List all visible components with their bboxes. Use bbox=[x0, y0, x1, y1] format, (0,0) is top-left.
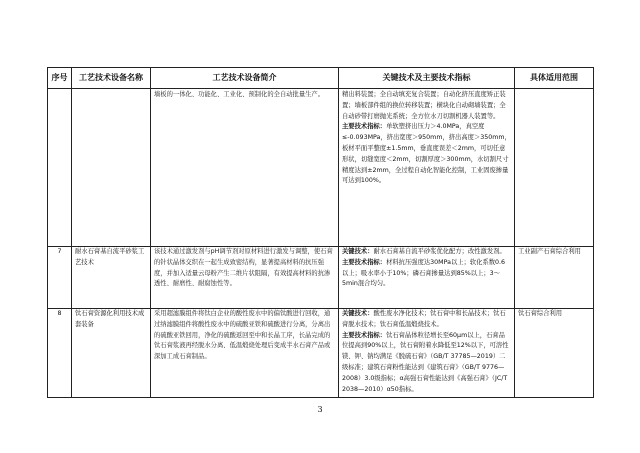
row-serial-number: 8 bbox=[48, 309, 72, 398]
tech-key-detail: 耐水石膏基自流平砂浆优化配方；改性激发剂。 bbox=[373, 248, 506, 255]
tech-indicator-detail: 单软塑挤出压力＞4.0MPa，真空度≤-0.093MPa，挤出宽度＞950mm，挤出高度＞350mm，板材平面平整度±1.5mm，垂直度误差＜2mm，可切任意形状，切缝宽度＜2mm，切割厚度＞300mm，水切割尺寸精度达到±2mm，全过程自动化智能化控制，工业固废掺量可达到100%。 bbox=[342, 123, 511, 185]
row-key-technology bbox=[339, 89, 515, 247]
tech-indicator-label: 主要技术指标： bbox=[342, 123, 387, 131]
tech-key-label: 关键技术： bbox=[342, 310, 374, 317]
page-number: 3 bbox=[317, 405, 323, 414]
row-key-technology bbox=[339, 309, 515, 398]
tech-plain-text: 精出料装置；全自动填充复合装置；自动化挤压直度矫正装置；墙板部件组的换位转移装置；横块化自动砌墙装置；全自动砂带打磨抛光系统；全方位水刀切割机器人装置等。 bbox=[342, 91, 506, 120]
tech-key-detail: 酸性废水净化技术；钛石膏中和长晶技术；钛石膏脱水技术；钛石膏低温煅烧技术。 bbox=[342, 310, 506, 328]
row-application-scope bbox=[515, 89, 594, 247]
tech-indicator-label: 主要技术指标： bbox=[342, 331, 387, 339]
header-introduction: 工艺技术设备简介 bbox=[151, 68, 339, 89]
tech-key-label: 关键技术： bbox=[342, 248, 374, 255]
row-equipment-name: 耐水石膏基自流平砂浆工艺技术 bbox=[72, 247, 151, 309]
row-serial-number bbox=[48, 89, 72, 247]
row-key-technology bbox=[339, 247, 515, 309]
table-header-row bbox=[48, 68, 594, 89]
row-application-scope: 钛石膏综合利用 bbox=[515, 309, 594, 398]
tech-indicator-detail: 材料抗压强度达30MPa以上；软化系数0.6以上；吸水率小于10%；磷石膏掺量达到85%以上；3～5min混合均匀。 bbox=[342, 258, 506, 288]
table-row bbox=[48, 247, 594, 309]
row-introduction: 采用超滤膜组件将钛白企业的酸性废水中的偏钛酸进行回收，通过纳滤膜组件将酸性废水中的硫酸亚铁和硫酸进行分离，分离出的硫酸亚铁回用，净化的硫酸返回至中和长晶工序，长晶完成的钛石膏浆液再经脱水分离、低温煅烧处理后变成半水石膏产品或深加工成石膏制品。 bbox=[151, 309, 339, 398]
row-application-scope: 工业副产石膏综合利用 bbox=[515, 247, 594, 309]
row-equipment-name bbox=[72, 89, 151, 247]
row-equipment-name: 钛石膏资源化利用技术成套装备 bbox=[72, 309, 151, 398]
header-application-scope: 具体适用范围 bbox=[515, 68, 594, 89]
tech-indicator-label: 主要技术指标： bbox=[342, 258, 387, 266]
header-key-technology: 关键技术及主要技术指标 bbox=[339, 68, 515, 89]
table-row bbox=[48, 89, 594, 247]
process-technology-table bbox=[47, 67, 594, 398]
header-equipment-name: 工艺技术设备名称 bbox=[72, 68, 151, 89]
table-row bbox=[48, 309, 594, 398]
header-serial-number: 序号 bbox=[48, 68, 72, 89]
tech-indicator-detail: 钛石膏晶体粒径增长至60μm以上，石膏品位提高到90%以上，钛石膏附着水降低至12%以下，可溶性镁、钾、钠均满足《脱硫石膏》（GB/T 37785—2019）二级标准；建筑石膏粉性能达到《建筑石膏》（GB/T 9776—2008）3.0级指标；α高强石膏性能达到《高强石膏》（JC/T 2038—2010）α50指标。 bbox=[342, 331, 509, 393]
row-serial-number: 7 bbox=[48, 247, 72, 309]
row-introduction: 墙板的一体化、功能化、工业化、预制化的全自动批量生产。 bbox=[151, 89, 339, 247]
row-introduction: 该技术通过激发剂与pH调节剂对原材料进行激发与调整，使石膏的针状晶体交织在一起生成致密结构，显著提高材料的抗压强度，并加入适量云母粉产生二维片状阻隔，有效提高材料的抗渗透性、耐磨性、耐腐蚀性等。 bbox=[151, 247, 339, 309]
